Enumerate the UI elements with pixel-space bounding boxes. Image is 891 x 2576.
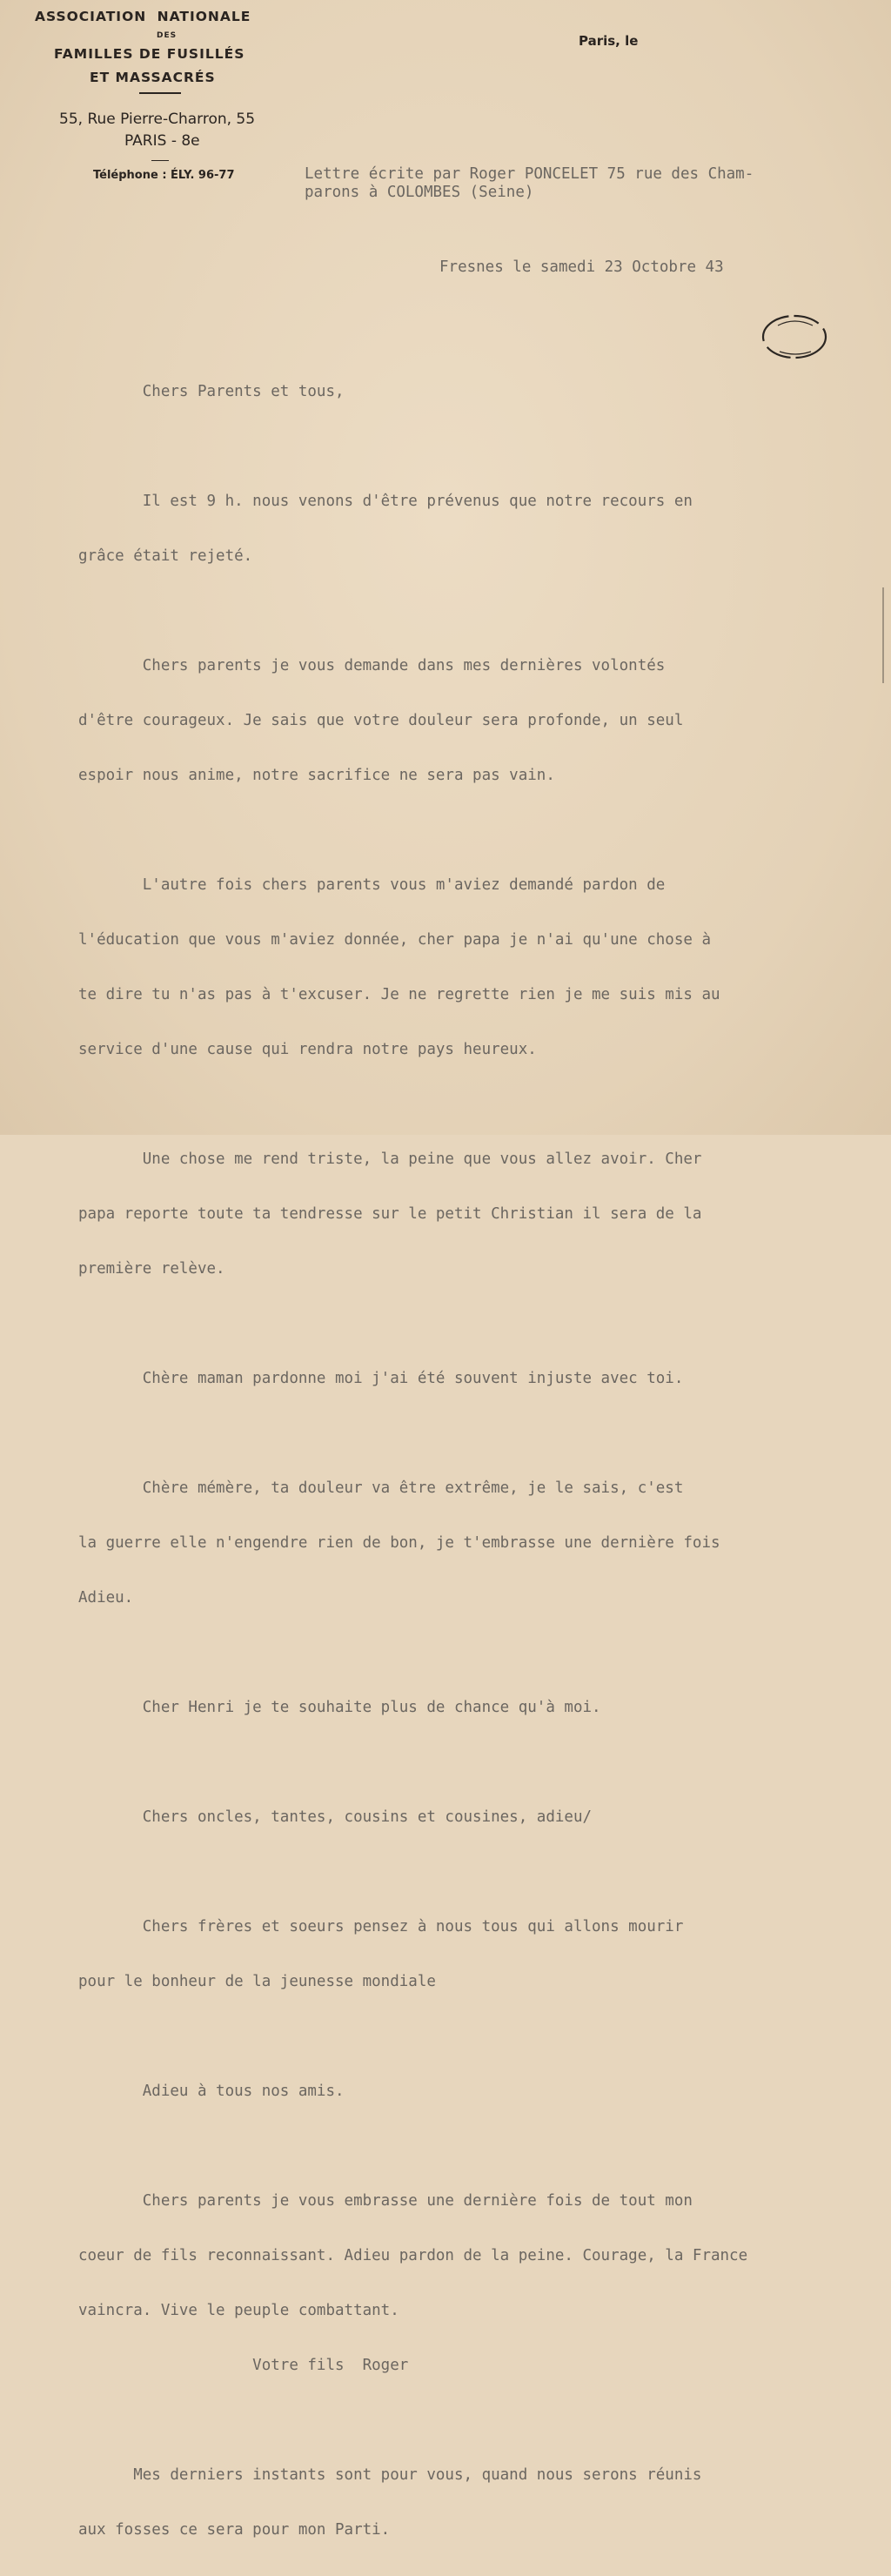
letterhead-divider-small bbox=[151, 160, 169, 161]
letter-line bbox=[78, 1096, 888, 1114]
letter-line: pour le bonheur de la jeunesse mondiale bbox=[78, 1973, 436, 1990]
org-name-line3: ET MASSACRÉS bbox=[90, 70, 216, 85]
org-name-line1: ASSOCIATION NATIONALE bbox=[35, 9, 251, 24]
org-name-des: DES bbox=[157, 31, 178, 40]
letter-line: l'éducation que vous m'aviez donnée, cher papa je n'ai qu'une chose à bbox=[78, 931, 711, 949]
letter-line bbox=[78, 1863, 888, 1882]
letterhead-divider bbox=[139, 92, 181, 94]
letter-line: Chers parents je vous embrasse une dernière fois de tout mon bbox=[78, 2192, 693, 2210]
letter-line: vaincra. Vive le peuple combattant. bbox=[78, 2302, 399, 2319]
letter-line bbox=[78, 1425, 888, 1443]
letter-line bbox=[78, 1754, 888, 1772]
letter-line: Chers Parents et tous, bbox=[78, 383, 345, 400]
letter-line bbox=[78, 602, 888, 621]
letter-line: Mes derniers instants sont pour vous, quand nous serons réunis bbox=[78, 2466, 702, 2484]
letter-body bbox=[78, 346, 888, 2576]
org-city: PARIS - 8e bbox=[124, 132, 200, 150]
letter-line: L'autre fois chers parents vous m'aviez demandé pardon de bbox=[78, 876, 666, 894]
letter-line: te dire tu n'as pas à t'excuser. Je ne regrette rien je me suis mis au bbox=[78, 986, 720, 1003]
letter-line bbox=[78, 1315, 888, 1333]
page-edge-mark bbox=[882, 587, 884, 683]
letter-line: Une chose me rend triste, la peine que vous allez avoir. Cher bbox=[78, 1150, 702, 1168]
letter-line bbox=[78, 1644, 888, 1662]
letter-line bbox=[78, 438, 888, 456]
letter-line: aux fosses ce sera pour mon Parti. bbox=[78, 2521, 391, 2539]
letter-line: Cher Henri je te souhaite plus de chance qu'à moi. bbox=[78, 1699, 601, 1716]
letter-line: Chers parents je vous demande dans mes dernières volontés bbox=[78, 657, 666, 674]
letter-line: espoir nous anime, notre sacrifice ne sera pas vain. bbox=[78, 767, 555, 784]
letter-line: Chère maman pardonne moi j'ai été souvent injuste avec toi. bbox=[78, 1370, 684, 1387]
letter-line bbox=[78, 822, 888, 840]
letter-line bbox=[78, 2028, 888, 2046]
letter-line: Adieu à tous nos amis. bbox=[78, 2083, 345, 2100]
letter-line: Chers oncles, tantes, cousins et cousines, adieu/ bbox=[78, 1808, 593, 1826]
letter-line: première relève. bbox=[78, 1260, 225, 1278]
letter-line: papa reporte toute ta tendresse sur le petit Christian il sera de la bbox=[78, 1205, 702, 1223]
letter-line: coeur de fils reconnaissant. Adieu pardon de la peine. Courage, la France bbox=[78, 2247, 748, 2264]
letter-line: Adieu. bbox=[78, 1589, 134, 1607]
org-address: 55, Rue Pierre-Charron, 55 bbox=[59, 111, 256, 128]
org-telephone: Téléphone : ÉLY. 96-77 bbox=[93, 169, 235, 182]
letter-line bbox=[78, 2412, 888, 2430]
letter-line: grâce était rejeté. bbox=[78, 547, 253, 565]
letter-line: Votre fils Roger bbox=[78, 2357, 409, 2374]
letter-line bbox=[78, 2137, 888, 2156]
intro-line-1: Lettre écrite par Roger PONCELET 75 rue des Cham- bbox=[305, 165, 754, 183]
letter-line: d'être courageux. Je sais que votre douleur sera profonde, un seul bbox=[78, 712, 684, 729]
letter-line: Chers frères et soeurs pensez à nous tous qui allons mourir bbox=[78, 1918, 684, 1935]
intro-line-2: parons à COLOMBES (Seine) bbox=[305, 184, 534, 201]
letter-date: Fresnes le samedi 23 Octobre 43 bbox=[439, 258, 724, 276]
letter-line: la guerre elle n'engendre rien de bon, je t'embrasse une dernière fois bbox=[78, 1534, 720, 1552]
place-date-label: Paris, le bbox=[579, 33, 639, 49]
letter-line: Il est 9 h. nous venons d'être prévenus que notre recours en bbox=[78, 493, 693, 510]
letter-line: service d'une cause qui rendra notre pays heureux. bbox=[78, 1041, 537, 1058]
letter-line: Chère mémère, ta douleur va être extrême, je le sais, c'est bbox=[78, 1479, 684, 1497]
intro-note bbox=[305, 165, 754, 202]
org-name-line2: FAMILLES DE FUSILLÉS bbox=[54, 46, 245, 62]
